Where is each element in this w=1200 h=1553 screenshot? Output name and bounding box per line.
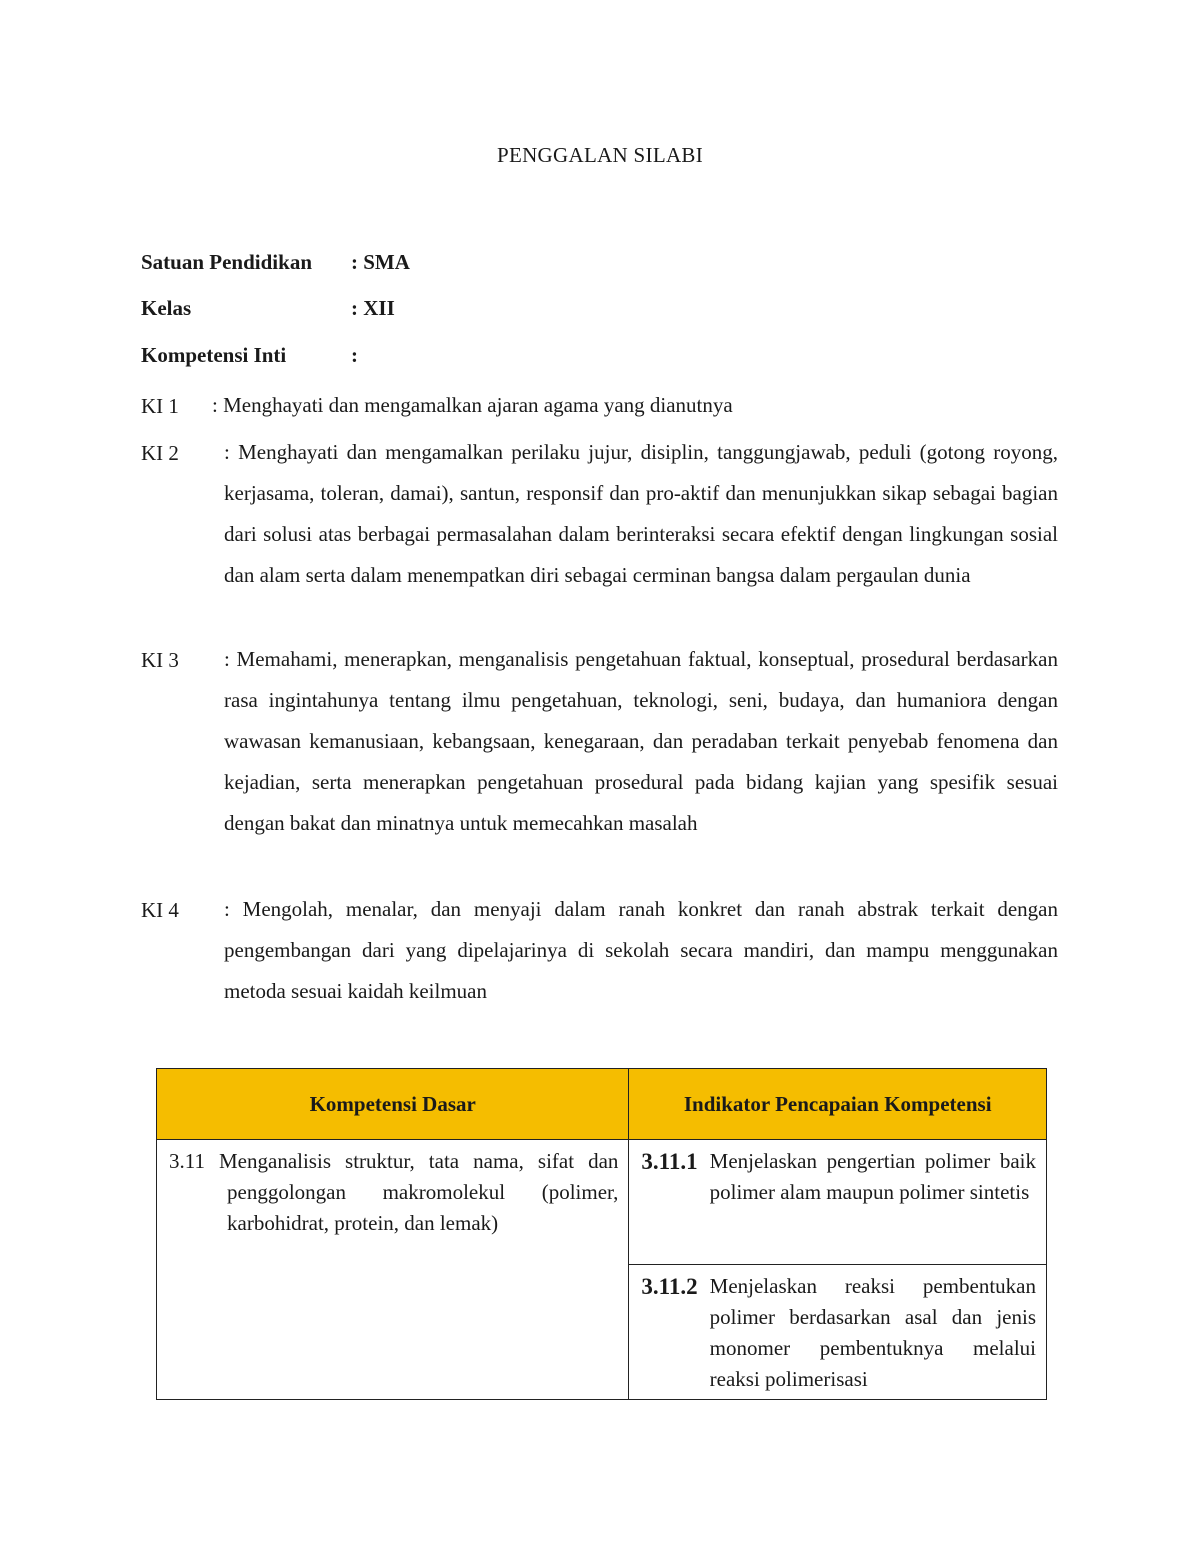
indicator-number: 3.11.1 <box>641 1149 698 1174</box>
kd-cell <box>157 1140 629 1400</box>
competency-table <box>156 1068 1047 1400</box>
header-kompetensi-dasar: Kompetensi Dasar <box>157 1069 629 1140</box>
ki-label: KI 1 <box>141 394 179 418</box>
table-row <box>157 1140 1047 1265</box>
meta-label: Kompetensi Inti <box>141 343 287 367</box>
indicator-item <box>641 1146 1036 1208</box>
indicator-number: 3.11.2 <box>641 1274 698 1299</box>
indicator-text: Menjelaskan pengertian polimer baik polimer alam maupun polimer sintetis <box>709 1149 1036 1204</box>
indicator-item <box>641 1271 1036 1395</box>
ki-label: KI 2 <box>141 441 179 465</box>
header-indikator: Indikator Pencapaian Kompetensi <box>629 1069 1047 1140</box>
page-title: PENGGALAN SILABI <box>496 143 704 167</box>
kd-text: 3.11 Menganalisis struktur, tata nama, sifat dan penggolongan makromolekul (polimer, karbohidrat, protein, dan lemak) <box>169 1149 619 1235</box>
indicator-cell <box>629 1140 1047 1265</box>
meta-value: : SMA <box>351 250 410 274</box>
meta-label: Kelas <box>141 296 192 320</box>
meta-value: : XII <box>351 296 395 320</box>
indicator-text: Menjelaskan reaksi pembentukan polimer berdasarkan asal dan jenis monomer pembentuknya melalui reaksi polimerisasi <box>709 1274 1036 1391</box>
ki-text: : Menghayati dan mengamalkan perilaku jujur, disiplin, tanggungjawab, peduli (gotong royong, kerjasama, toleran, damai), santun, responsif dan pro-aktif dan menunjukkan sikap sebagai bagian dari solusi atas berbagai permasalahan dalam berinteraksi secara efektif dengan lingkungan sosial dan alam serta dalam menempatkan diri sebagai cerminan bangsa dalam pergaulan dunia <box>224 440 1058 587</box>
ki-label: KI 4 <box>141 898 179 922</box>
indicator-cell <box>629 1265 1047 1400</box>
ki-text: : Memahami, menerapkan, menganalisis pengetahuan faktual, konseptual, prosedural berdasarkan rasa ingintahunya tentang ilmu pengetahuan, teknologi, seni, budaya, dan humaniora dengan wawasan kemanusiaan, kebangsaan, kenegaraan, dan peradaban terkait penyebab fenomena dan kejadian, serta menerapkan pengetahuan prosedural pada bidang kajian yang spesifik sesuai dengan bakat dan minatnya untuk memecahkan masalah <box>224 647 1058 835</box>
meta-value: : <box>351 343 358 367</box>
meta-label: Satuan Pendidikan <box>141 250 312 274</box>
ki-label: KI 3 <box>141 648 179 672</box>
ki-text: : Mengolah, menalar, dan menyaji dalam ranah konkret dan ranah abstrak terkait dengan pengembangan dari yang dipelajarinya di sekolah secara mandiri, dan mampu menggunakan metoda sesuai kaidah keilmuan <box>224 897 1058 1003</box>
table-header-row <box>157 1069 1047 1140</box>
ki-text: : Menghayati dan mengamalkan ajaran agama yang dianutnya <box>212 393 733 417</box>
